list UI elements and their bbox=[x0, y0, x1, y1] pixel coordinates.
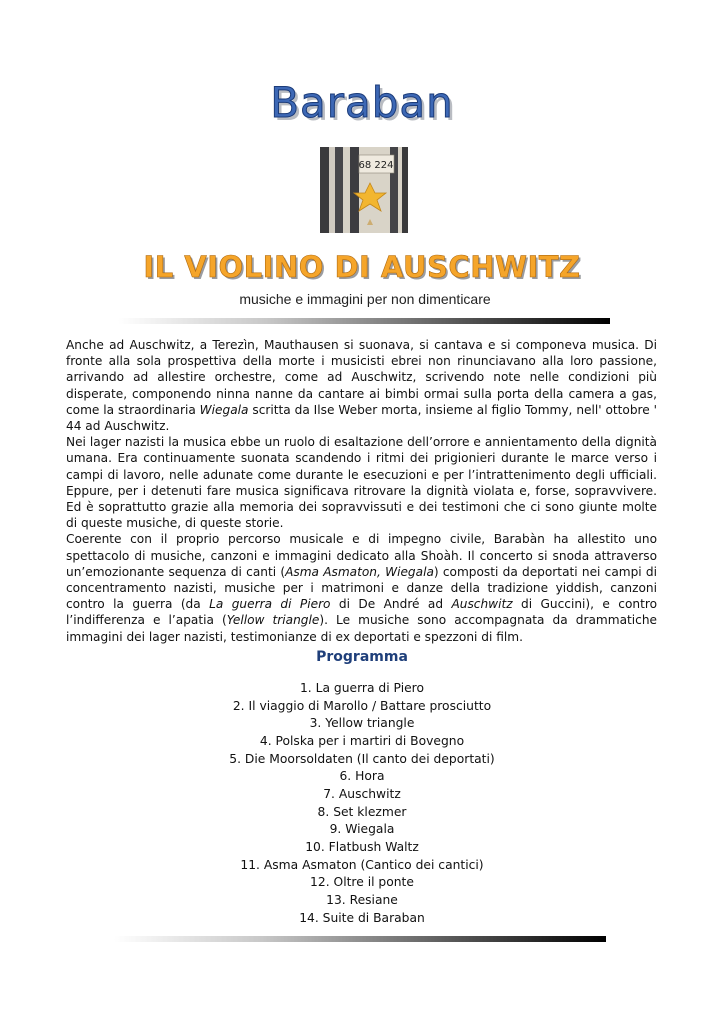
program-item: 6. Hora bbox=[339, 769, 385, 784]
top-divider bbox=[118, 318, 610, 324]
program-item: 7. Auschwitz bbox=[323, 786, 401, 801]
program-item: 1. La guerra di Piero bbox=[299, 681, 424, 695]
program-item: 8. Set klezmer bbox=[317, 804, 407, 819]
paragraph-3: Coerente con il proprio percorso musicale e di impegno civile, Barabàn ha allestito uno spettacolo di musiche, canzoni e immagini dedicato alla Shoàh. Il concerto si snoda attraverso un’emozionante sequenza di canti (Asma Asmaton, Wiegala) composti da deportati nei campi di concentramento nazisti, musiche per i matrimoni e danze della tradizione yiddish, canzoni contro la guerra (da La guerra di Piero di De André ad Auschwitz di Guccini), e contro l’indifferenza e l’apatia (Yellow triangle). Le musiche sono accompagnata da drammatiche immagini dei lager nazisti, testimonianze di ex deportati e spezzoni di film. bbox=[66, 532, 657, 644]
program-item: 13. Resiane bbox=[326, 892, 398, 907]
program-item: 11. Asma Asmaton (Cantico dei cantici) bbox=[240, 857, 484, 872]
program-item: 4. Polska per i martiri di Bovegno bbox=[259, 733, 465, 748]
program-item: 3. Yellow triangle bbox=[309, 716, 415, 731]
prisoner-number-label: 68 224 bbox=[358, 160, 394, 171]
program-item: 5. Die Moorsoldaten (Il canto dei deportati) bbox=[229, 751, 495, 766]
page-subtitle: musiche e immagini per non dimenticare bbox=[239, 291, 491, 307]
program-item: 14. Suite di Baraban bbox=[299, 910, 425, 925]
program-list bbox=[0, 680, 724, 927]
prisoner-uniform-image bbox=[320, 147, 408, 233]
paragraph-2: Nei lager nazisti la musica ebbe un ruolo di esaltazione dell’orrore e annientamento della dignità umana. Era continuamente suonata scandendo i ritmi dei prigionieri durante le marce verso i campi di lavoro, nelle adunate come durante le esecuzioni e per l’intrattenimento degli ufficiali. Eppure, per i detenuti fare musica significava ritrovare la dignità violata e, forse, sopravvivere. Ed è soprattutto grazie alla memoria dei sopravvissuti e dei testimoni che ci sono giunte molte di queste musiche, di queste storie. bbox=[66, 435, 657, 531]
brand-logo: Baraban bbox=[270, 78, 454, 127]
program-item: 9. Wiegala bbox=[329, 822, 395, 837]
bottom-divider bbox=[114, 936, 606, 942]
program-heading: Programma bbox=[316, 649, 408, 665]
paragraph-1: Anche ad Auschwitz, a Terezìn, Mauthausen si suonava, si cantava e si componeva musica. Di fronte alla sola prospettiva della morte i musicisti ebrei non rinunciavano alla loro passione, arrivando ad allestire orchestre, come ad Auschwitz, scrivendo note nelle condizioni più disperate, componendo ninna nanne da cantare ai bimbi ormai sulla porta della camera a gas, come la straordinaria Wiegala scritta da Ilse Weber morta, insieme al figlio Tommy, nell' ottobre ' 44 ad Auschwitz. bbox=[66, 338, 657, 434]
page-title: IL VIOLINO DI AUSCHWITZ bbox=[143, 250, 581, 284]
article-body bbox=[66, 337, 657, 645]
program-item: 2. Il viaggio di Marollo / Battare prosciutto bbox=[232, 698, 492, 713]
program-item: 12. Oltre il ponte bbox=[310, 875, 414, 890]
program-item: 10. Flatbush Waltz bbox=[305, 839, 419, 854]
